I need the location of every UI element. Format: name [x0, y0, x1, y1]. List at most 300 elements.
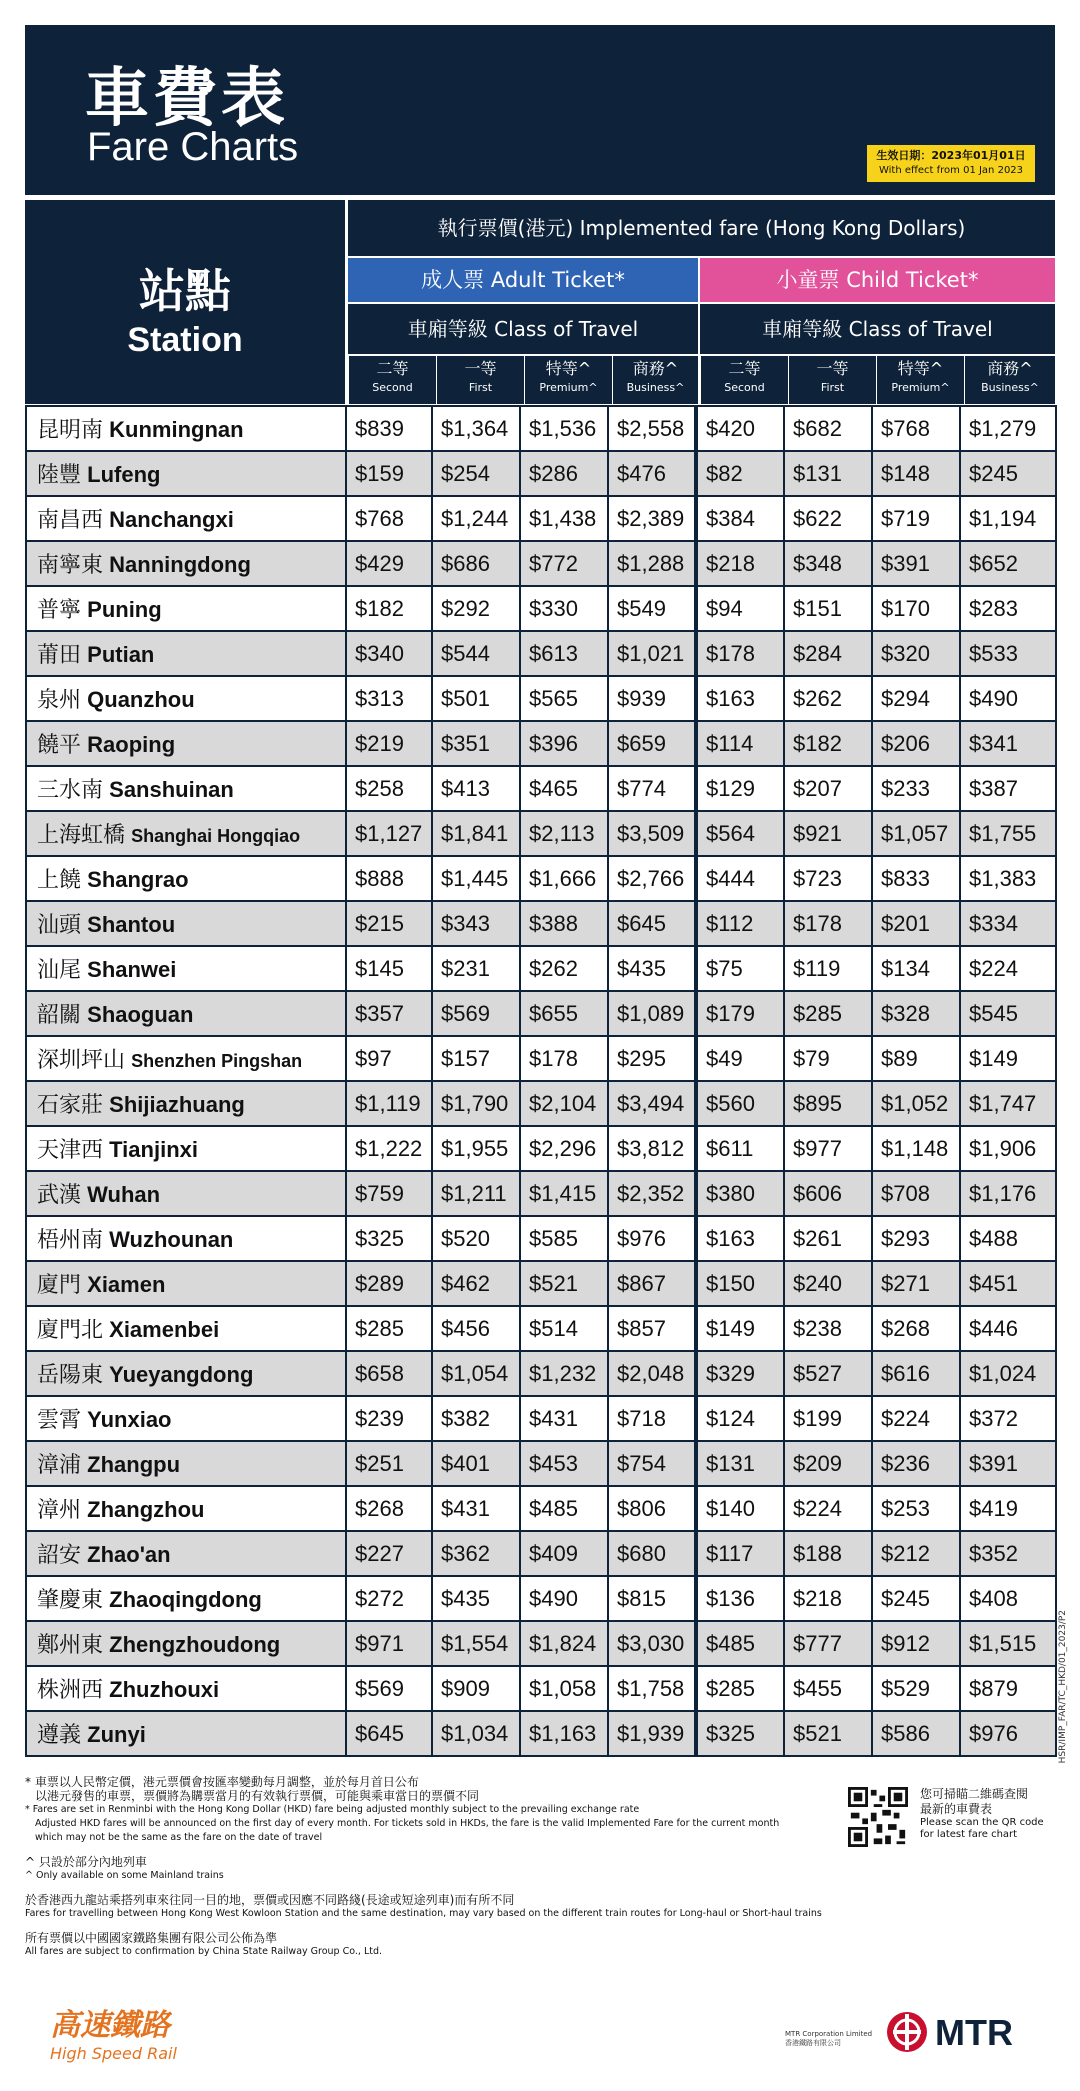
adult-fare-cell: $485 [520, 1486, 608, 1531]
adult-fare-cell: $2,104 [520, 1081, 608, 1126]
station-name-zh: 雲霄 [37, 1408, 82, 1433]
note-text: 所有票價以中國國家鐵路集團有限公司公佈為準 [25, 1931, 278, 1945]
adult-fare-cell: $3,494 [608, 1081, 696, 1126]
adult-fare-cell: $254 [432, 451, 520, 496]
adult-fare-cell: $768 [346, 496, 432, 541]
adult-fare-cell: $97 [346, 1036, 432, 1081]
child-fare-cell: $1,148 [872, 1126, 960, 1171]
table-row [26, 586, 1056, 631]
child-fare-cell: $682 [784, 406, 872, 451]
table-row [26, 991, 1056, 1036]
adult-fare-cell: $655 [520, 991, 608, 1036]
station-name-en: Tianjinxi [109, 1137, 198, 1162]
child-fare-cell: $124 [696, 1396, 784, 1441]
station-name-zh: 普寧 [37, 598, 82, 623]
child-fare-cell: $262 [784, 676, 872, 721]
child-fare-cell: $586 [872, 1711, 960, 1756]
adult-fare-cell: $857 [608, 1306, 696, 1351]
station-name-zh: 深圳坪山 [37, 1048, 126, 1073]
station-name-zh: 肇慶東 [37, 1588, 104, 1613]
child-fare-cell: $320 [872, 631, 960, 676]
child-fare-cell: $1,755 [960, 811, 1056, 856]
adult-fare-cell: $1,415 [520, 1171, 608, 1216]
child-fare-cell: $224 [784, 1486, 872, 1531]
child-fare-cell: $521 [784, 1711, 872, 1756]
adult-fare-cell: $429 [346, 541, 432, 586]
child-fare-cell: $444 [696, 856, 784, 901]
child-fare-cell: $719 [872, 496, 960, 541]
child-fare-cell: $149 [960, 1036, 1056, 1081]
table-row [26, 676, 1056, 721]
station-name-zh: 石家莊 [37, 1093, 104, 1118]
effective-date-zh: 生效日期：2023年01月01日 [876, 149, 1026, 162]
child-fare-cell: $206 [872, 721, 960, 766]
child-fare-cell: $527 [784, 1351, 872, 1396]
station-cell [26, 1351, 346, 1396]
adult-fare-cell: $514 [520, 1306, 608, 1351]
adult-fare-cell: $272 [346, 1576, 432, 1621]
child-fare-cell: $622 [784, 496, 872, 541]
child-fare-cell: $387 [960, 766, 1056, 811]
child-fare-cell: $560 [696, 1081, 784, 1126]
station-name-zh: 韶關 [37, 1003, 82, 1028]
child-fare-cell: $341 [960, 721, 1056, 766]
table-row [26, 1351, 1056, 1396]
effective-date-badge [867, 145, 1035, 182]
station-name-zh: 汕頭 [37, 913, 82, 938]
station-cell [26, 406, 346, 451]
qr-code-icon[interactable] [848, 1787, 908, 1847]
adult-fare-cell: $409 [520, 1531, 608, 1576]
child-fare-cell: $545 [960, 991, 1056, 1036]
adult-fare-cell: $3,509 [608, 811, 696, 856]
child-fare-cell: $236 [872, 1441, 960, 1486]
adult-fare-cell: $521 [520, 1261, 608, 1306]
class-subheader [788, 356, 876, 404]
station-name-zh: 廈門北 [37, 1318, 104, 1343]
station-cell [26, 766, 346, 811]
implemented-fare-header: 執行票價(港元) Implemented fare (Hong Kong Dollars) [348, 200, 1055, 256]
station-cell [26, 1306, 346, 1351]
hsr-logo-zh: 高速鐵路 [50, 2008, 170, 2043]
adult-fare-cell: $520 [432, 1216, 520, 1261]
child-fare-cell: $912 [872, 1621, 960, 1666]
child-fare-cell: $112 [696, 901, 784, 946]
adult-fare-cell: $645 [346, 1711, 432, 1756]
child-fare-cell: $218 [696, 541, 784, 586]
adult-fare-cell: $159 [346, 451, 432, 496]
child-fare-cell: $348 [784, 541, 872, 586]
child-fare-cell: $455 [784, 1666, 872, 1711]
note-text: which may not be the same as the fare on the date of travel [35, 1832, 323, 1843]
station-name-en: Shanghai Hongqiao [131, 826, 301, 846]
note-text: * Fares are set in Renminbi with the Hong Kong Dollar (HKD) fare being adjusted monthly subject to the prevailing exchange rate [25, 1804, 640, 1815]
adult-fare-cell: $658 [346, 1351, 432, 1396]
adult-fare-cell: $295 [608, 1036, 696, 1081]
adult-fare-cell: $565 [520, 676, 608, 721]
station-name-zh: 陸豐 [37, 463, 82, 488]
station-cell [26, 1126, 346, 1171]
adult-fare-cell: $645 [608, 901, 696, 946]
child-fare-cell: $238 [784, 1306, 872, 1351]
child-fare-cell: $148 [872, 451, 960, 496]
child-ticket-header: 小童票 Child Ticket* [700, 258, 1055, 302]
corporation-name [785, 2030, 872, 2048]
station-name-en: Shaoguan [87, 1002, 194, 1027]
adult-fare-cell: $413 [432, 766, 520, 811]
class-subheader [612, 356, 698, 404]
station-cell [26, 991, 346, 1036]
class-subheader-zh: 一等 [464, 359, 497, 378]
class-subheader-zh: 特等^ [545, 359, 592, 378]
station-name-en: Yueyangdong [109, 1362, 254, 1387]
adult-fare-cell: $1,824 [520, 1621, 608, 1666]
table-row [26, 946, 1056, 991]
child-fare-cell: $391 [872, 541, 960, 586]
child-fare-cell: $201 [872, 901, 960, 946]
child-fare-cell: $777 [784, 1621, 872, 1666]
class-subheader-en: First [468, 381, 493, 394]
station-name-zh: 漳州 [37, 1498, 82, 1523]
adult-class-header: 車廂等級 Class of Travel [348, 304, 698, 354]
child-fare-cell: $616 [872, 1351, 960, 1396]
child-fare-cell: $285 [696, 1666, 784, 1711]
adult-fare-cell: $1,163 [520, 1711, 608, 1756]
child-fare-cell: $149 [696, 1306, 784, 1351]
table-row [26, 1261, 1056, 1306]
station-name-en: Wuzhounan [109, 1227, 234, 1252]
table-row [26, 1306, 1056, 1351]
adult-fare-cell: $976 [608, 1216, 696, 1261]
station-header-en: Station [127, 321, 243, 359]
station-name-en: Sanshuinan [109, 777, 234, 802]
station-cell [26, 1486, 346, 1531]
adult-fare-cell: $456 [432, 1306, 520, 1351]
child-fare-cell: $178 [696, 631, 784, 676]
child-fare-cell: $134 [872, 946, 960, 991]
station-name-en: Shantou [87, 912, 176, 937]
adult-fare-cell: $2,296 [520, 1126, 608, 1171]
table-row [26, 1216, 1056, 1261]
child-fare-cell: $209 [784, 1441, 872, 1486]
child-fare-cell: $1,747 [960, 1081, 1056, 1126]
child-fare-cell: $199 [784, 1396, 872, 1441]
adult-fare-cell: $362 [432, 1531, 520, 1576]
station-name-en: Zhangpu [87, 1452, 181, 1477]
adult-fare-cell: $774 [608, 766, 696, 811]
child-fare-cell: $564 [696, 811, 784, 856]
adult-fare-cell: $289 [346, 1261, 432, 1306]
adult-fare-cell: $1,438 [520, 496, 608, 541]
child-fare-cell: $352 [960, 1531, 1056, 1576]
station-name-zh: 南寧東 [37, 553, 104, 578]
adult-fare-cell: $867 [608, 1261, 696, 1306]
adult-fare-cell: $1,119 [346, 1081, 432, 1126]
adult-fare-cell: $462 [432, 1261, 520, 1306]
adult-fare-cell: $544 [432, 631, 520, 676]
adult-fare-cell: $435 [432, 1576, 520, 1621]
adult-fare-cell: $3,030 [608, 1621, 696, 1666]
note-text: * 車票以人民幣定價，港元票價會按匯率變動每月調整，並於每月首日公布 [25, 1775, 419, 1789]
adult-fare-cell: $340 [346, 631, 432, 676]
child-fare-cell: $1,194 [960, 496, 1056, 541]
document-code: HSR/IMP_FAR/TC_HKD/01_2023/P2 [1058, 1610, 1068, 1764]
child-fare-cell: $163 [696, 1216, 784, 1261]
station-cell [26, 1396, 346, 1441]
table-row [26, 406, 1056, 451]
adult-fare-cell: $1,364 [432, 406, 520, 451]
station-cell [26, 946, 346, 991]
mtr-logo [885, 2010, 1013, 2054]
child-fare-cell: $1,024 [960, 1351, 1056, 1396]
adult-fare-cell: $1,211 [432, 1171, 520, 1216]
station-name-en: Zhengzhoudong [109, 1632, 281, 1657]
adult-fare-cell: $178 [520, 1036, 608, 1081]
adult-fare-cell: $888 [346, 856, 432, 901]
fare-table [25, 405, 1057, 1757]
adult-fare-cell: $1,054 [432, 1351, 520, 1396]
adult-fare-cell: $3,812 [608, 1126, 696, 1171]
adult-fare-cell: $549 [608, 586, 696, 631]
child-fare-cell: $224 [960, 946, 1056, 991]
child-fare-cell: $533 [960, 631, 1056, 676]
child-fare-cell: $188 [784, 1531, 872, 1576]
header-banner [25, 25, 1055, 195]
adult-fare-cell: $431 [432, 1486, 520, 1531]
child-fare-cell: $328 [872, 991, 960, 1036]
child-fare-cell: $131 [696, 1441, 784, 1486]
adult-fare-cell: $1,244 [432, 496, 520, 541]
child-fare-cell: $490 [960, 676, 1056, 721]
station-name-zh: 詔安 [37, 1543, 82, 1568]
station-name-en: Putian [87, 642, 155, 667]
child-fare-cell: $170 [872, 586, 960, 631]
station-name-en: Shenzhen Pingshan [131, 1051, 303, 1071]
child-fare-cell: $488 [960, 1216, 1056, 1261]
station-cell [26, 1441, 346, 1486]
class-subheader-zh: 商務^ [632, 359, 679, 378]
class-subheader [436, 356, 524, 404]
station-name-zh: 莆田 [37, 643, 82, 668]
table-row [26, 1666, 1056, 1711]
station-cell [26, 631, 346, 676]
station-name-zh: 上海虹橋 [37, 823, 126, 848]
adult-fare-cell: $2,389 [608, 496, 696, 541]
adult-fare-cell: $1,232 [520, 1351, 608, 1396]
class-subheader-zh: 一等 [816, 359, 849, 378]
station-name-en: Zunyi [87, 1722, 146, 1747]
adult-fare-cell: $1,790 [432, 1081, 520, 1126]
child-fare-cell: $708 [872, 1171, 960, 1216]
class-subheader-en: Premium^ [891, 381, 950, 394]
station-name-en: Xiamenbei [109, 1317, 220, 1342]
adult-fare-cell: $490 [520, 1576, 608, 1621]
adult-fare-cell: $285 [346, 1306, 432, 1351]
adult-fare-cell: $1,021 [608, 631, 696, 676]
child-fare-cell: $182 [784, 721, 872, 766]
child-fare-cell: $329 [696, 1351, 784, 1396]
child-fare-cell: $1,279 [960, 406, 1056, 451]
child-fare-cell: $253 [872, 1486, 960, 1531]
corp-name-zh: 香港鐵路有限公司 [785, 2039, 841, 2047]
child-fare-cell: $380 [696, 1171, 784, 1216]
child-fare-cell: $293 [872, 1216, 960, 1261]
station-header [25, 200, 345, 404]
class-subheader-en: Business^ [981, 381, 1039, 394]
child-fare-cell: $178 [784, 901, 872, 946]
child-fare-cell: $245 [960, 451, 1056, 496]
adult-fare-cell: $2,558 [608, 406, 696, 451]
station-name-en: Nanchangxi [109, 507, 234, 532]
station-cell [26, 1171, 346, 1216]
adult-fare-cell: $182 [346, 586, 432, 631]
table-row [26, 1171, 1056, 1216]
adult-fare-cell: $569 [432, 991, 520, 1036]
table-header [25, 200, 1055, 404]
child-fare-cell: $334 [960, 901, 1056, 946]
table-row [26, 451, 1056, 496]
table-row [26, 901, 1056, 946]
class-subheader [700, 356, 788, 404]
child-fare-cell: $179 [696, 991, 784, 1036]
station-name-zh: 武漢 [37, 1183, 82, 1208]
class-subheader-zh: 商務^ [987, 359, 1033, 378]
child-fare-cell: $49 [696, 1036, 784, 1081]
note-confirmation [25, 1931, 825, 1959]
station-name-zh: 廈門 [37, 1273, 82, 1298]
title-en: Fare Charts [87, 125, 299, 169]
table-row [26, 1036, 1056, 1081]
adult-fare-cell: $971 [346, 1621, 432, 1666]
child-fare-cell: $94 [696, 586, 784, 631]
adult-fare-cell: $431 [520, 1396, 608, 1441]
adult-fare-cell: $382 [432, 1396, 520, 1441]
table-row [26, 1486, 1056, 1531]
adult-fare-cell: $686 [432, 541, 520, 586]
child-fare-cell: $294 [872, 676, 960, 721]
qr-text-en: Please scan the QR code [920, 1817, 1044, 1828]
child-fare-cell: $79 [784, 1036, 872, 1081]
adult-fare-cell: $219 [346, 721, 432, 766]
station-cell [26, 451, 346, 496]
table-row [26, 811, 1056, 856]
adult-fare-cell: $453 [520, 1441, 608, 1486]
station-name-zh: 饒平 [37, 733, 82, 758]
station-name-zh: 天津西 [37, 1138, 104, 1163]
station-cell [26, 1576, 346, 1621]
mtr-symbol-icon [885, 2010, 929, 2054]
station-cell [26, 1711, 346, 1756]
adult-fare-cell: $325 [346, 1216, 432, 1261]
station-cell [26, 1081, 346, 1126]
child-fare-cell: $140 [696, 1486, 784, 1531]
adult-fare-cell: $815 [608, 1576, 696, 1621]
station-cell [26, 1666, 346, 1711]
station-name-zh: 遵義 [37, 1723, 82, 1748]
note-text: ^ 只設於部分內地列車 [25, 1855, 147, 1869]
child-fare-cell: $150 [696, 1261, 784, 1306]
adult-fare-cell: $2,048 [608, 1351, 696, 1396]
station-cell [26, 586, 346, 631]
adult-fare-cell: $718 [608, 1396, 696, 1441]
adult-fare-cell: $759 [346, 1171, 432, 1216]
adult-fare-cell: $231 [432, 946, 520, 991]
class-subheader-en: First [820, 381, 845, 394]
child-fare-cell: $89 [872, 1036, 960, 1081]
adult-fare-cell: $258 [346, 766, 432, 811]
footnotes [25, 1775, 825, 1969]
child-fare-cell: $284 [784, 631, 872, 676]
class-subheader-en: Second [724, 381, 765, 394]
adult-fare-cell: $396 [520, 721, 608, 766]
child-fare-cell: $372 [960, 1396, 1056, 1441]
adult-fare-cell: $613 [520, 631, 608, 676]
station-cell [26, 496, 346, 541]
child-fare-cell: $419 [960, 1486, 1056, 1531]
station-cell [26, 856, 346, 901]
station-name-en: Zhao'an [87, 1542, 171, 1567]
child-fare-cell: $485 [696, 1621, 784, 1666]
adult-fare-cell: $1,841 [432, 811, 520, 856]
child-fare-cell: $212 [872, 1531, 960, 1576]
table-row [26, 541, 1056, 586]
adult-fare-cell: $465 [520, 766, 608, 811]
child-fare-cell: $75 [696, 946, 784, 991]
child-fare-cell: $976 [960, 1711, 1056, 1756]
table-row [26, 1441, 1056, 1486]
child-fare-cell: $285 [784, 991, 872, 1036]
child-fare-cell: $446 [960, 1306, 1056, 1351]
child-fare-cell: $1,057 [872, 811, 960, 856]
class-subheader [348, 356, 436, 404]
station-name-en: Shangrao [87, 867, 189, 892]
adult-fare-cell: $501 [432, 676, 520, 721]
hsr-logo-en: High Speed Rail [50, 2044, 177, 2063]
child-fare-cell: $529 [872, 1666, 960, 1711]
station-name-en: Nanningdong [109, 552, 251, 577]
child-fare-cell: $119 [784, 946, 872, 991]
station-name-zh: 鄭州東 [37, 1633, 104, 1658]
qr-text-en: for latest fare chart [920, 1829, 1018, 1840]
child-fare-cell: $921 [784, 811, 872, 856]
child-fare-cell: $283 [960, 586, 1056, 631]
adult-fare-cell: $357 [346, 991, 432, 1036]
station-name-zh: 岳陽東 [37, 1363, 104, 1388]
adult-fare-cell: $239 [346, 1396, 432, 1441]
station-name-en: Zhangzhou [87, 1497, 205, 1522]
table-row [26, 1576, 1056, 1621]
child-fare-cell: $420 [696, 406, 784, 451]
adult-fare-cell: $351 [432, 721, 520, 766]
adult-fare-cell: $659 [608, 721, 696, 766]
adult-fare-cell: $2,352 [608, 1171, 696, 1216]
qr-text-zh: 最新的車費表 [920, 1802, 993, 1816]
adult-fare-cell: $388 [520, 901, 608, 946]
child-fare-cell: $129 [696, 766, 784, 811]
child-fare-cell: $611 [696, 1126, 784, 1171]
adult-fare-cell: $313 [346, 676, 432, 721]
note-routes [25, 1893, 825, 1921]
adult-fare-cell: $286 [520, 451, 608, 496]
class-subheader-en: Second [372, 381, 413, 394]
title-zh: 車費表 [85, 62, 289, 136]
adult-fare-cell: $909 [432, 1666, 520, 1711]
station-name-zh: 南昌西 [37, 508, 104, 533]
child-fare-cell: $652 [960, 541, 1056, 586]
table-row [26, 1711, 1056, 1756]
child-fare-cell: $114 [696, 721, 784, 766]
child-fare-cell: $271 [872, 1261, 960, 1306]
